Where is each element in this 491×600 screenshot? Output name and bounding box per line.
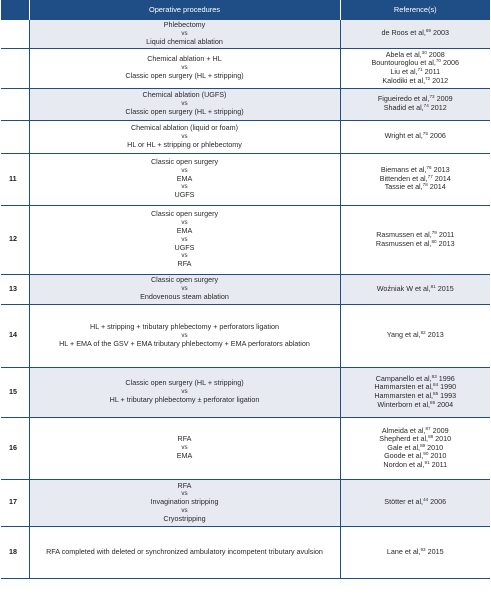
reference-year: 1990 (438, 382, 457, 392)
reference-year: 1996 (436, 373, 455, 383)
table-body (1, 20, 490, 578)
reference-year: 2015 (425, 546, 444, 556)
row-number: 12 (1, 205, 29, 274)
reference-year: 2014 (432, 173, 451, 183)
reference-citation-number: 85 (433, 391, 439, 396)
reference-year: 2013 (425, 330, 444, 340)
row-number (1, 20, 29, 48)
reference-entry (341, 285, 491, 294)
reference-author: Wright et al, (384, 131, 423, 141)
reference-author: Woźniak W et al, (376, 283, 431, 293)
reference-citation-number: 84 (433, 382, 439, 388)
reference-citation-number: 72 (425, 75, 431, 81)
reference-author: Bittenden et al, (379, 173, 428, 183)
procedures-table (1, 0, 490, 579)
reference-citation-number: 90 (423, 451, 429, 457)
versus-label: vs (181, 285, 188, 292)
reference-author: Biemans et al, (380, 165, 427, 175)
versus-label: vs (181, 29, 188, 37)
reference-citation-number: 82 (420, 330, 426, 336)
versus-label: vs (181, 218, 188, 226)
procedure-text: Invagination stripping (150, 497, 219, 507)
reference-citation-number: 73 (429, 94, 435, 100)
table-row (1, 274, 490, 304)
reference-year: 2013 (431, 165, 450, 175)
table-row (1, 367, 490, 417)
procedure-text: Classic open surgery (HL + stripping) (125, 378, 244, 388)
reference-author: Stötter et al, (384, 497, 424, 507)
procedure-text: UGFS (174, 242, 195, 252)
reference-entry (341, 29, 491, 38)
row-number: 14 (1, 304, 29, 367)
reference-year: 2012 (428, 103, 447, 112)
table-header-row (1, 0, 490, 20)
row-number: 13 (1, 274, 29, 304)
procedure-cell (29, 417, 340, 479)
reference-author: Lane et al, (386, 546, 421, 556)
reference-author: Figueiredo et al, (377, 94, 430, 104)
reference-year: 2011 (436, 229, 455, 239)
reference-citation-number: 74 (423, 103, 429, 108)
reference-author: Yang et al, (386, 330, 421, 340)
row-number (1, 48, 29, 88)
table-row (1, 20, 490, 48)
procedure-text: Chemical ablation + HL (147, 54, 222, 64)
procedure-text: HL + stripping + tributary phlebectomy + perforators ligation (90, 321, 279, 331)
reference-author: Shadid et al, (383, 103, 424, 112)
reference-year: 2014 (427, 182, 446, 192)
reference-citation-number: 77 (427, 173, 433, 179)
procedure-text: RFA (177, 480, 192, 490)
procedure-text: HL + EMA of the GSV + EMA tributary phlebectomy + EMA perforators ablation (59, 338, 310, 348)
reference-citation-number: 86 (430, 399, 436, 405)
procedure-text: EMA (176, 225, 193, 235)
reference-citation-number: 69 (425, 28, 431, 34)
procedure-text: Classic open surgery (150, 209, 219, 219)
reference-year: 2010 (425, 442, 444, 452)
table-row (1, 48, 490, 88)
reference-year: 2006 (440, 58, 459, 68)
reference-author: Liu et al, (390, 67, 418, 76)
reference-citation-number: 75 (422, 131, 428, 137)
reference-author: Rasmussen et al, (376, 229, 432, 239)
row-number (1, 120, 29, 153)
reference-author: Abela et al, (385, 49, 422, 59)
reference-year: 2010 (433, 434, 452, 444)
reference-year: 2006 (428, 497, 447, 507)
reference-cell (340, 304, 490, 367)
procedure-text: Endovenous steam ablation (140, 292, 229, 301)
reference-year: 2009 (430, 425, 449, 435)
table-row (1, 153, 490, 205)
versus-label: vs (181, 166, 188, 174)
procedure-cell (29, 20, 340, 48)
procedure-text: UGFS (174, 190, 195, 200)
reference-cell (340, 205, 490, 274)
procedure-text: RFA (177, 259, 192, 269)
procedure-text: HL or HL + stripping or phlebectomy (127, 139, 242, 149)
procedure-text: Chemical ablation (UGFS) (142, 90, 227, 100)
reference-entry (341, 401, 491, 410)
procedure-cell (29, 479, 340, 526)
reference-author: Rasmussen et al, (375, 238, 432, 248)
reference-author: Almeida et al, (381, 425, 426, 435)
row-number: 17 (1, 479, 29, 526)
reference-citation-number: 78 (422, 182, 428, 188)
procedure-cell (29, 205, 340, 274)
reference-author: Shepherd et al, (379, 434, 429, 444)
reference-entry (341, 183, 491, 192)
versus-label: vs (181, 252, 188, 260)
reference-cell (340, 274, 490, 304)
reference-cell (340, 88, 490, 120)
reference-author: Bountouroglou et al, (371, 58, 436, 68)
reference-citation-number: 71 (417, 67, 423, 72)
reference-entry (341, 548, 491, 557)
reference-author: de Roos et al, (381, 28, 426, 38)
row-number: 16 (1, 417, 29, 479)
reference-cell (340, 20, 490, 48)
reference-year: 2011 (429, 459, 448, 469)
versus-label: vs (181, 506, 188, 514)
reference-year: 2013 (436, 238, 455, 248)
reference-citation-number: 79 (431, 229, 437, 235)
procedure-cell (29, 120, 340, 153)
reference-cell (340, 479, 490, 526)
procedure-text: Phlebectomy (163, 20, 206, 30)
reference-citation-number: 30 (421, 49, 427, 55)
reference-citation-number: 93 (420, 546, 426, 552)
versus-label: vs (181, 388, 188, 395)
reference-citation-number: 76 (426, 165, 432, 171)
reference-author: Hammarsten et al, (374, 391, 434, 400)
reference-year: 2011 (422, 67, 441, 76)
table-row (1, 417, 490, 479)
procedure-text: Chemical ablation (liquid or foam) (130, 122, 239, 132)
reference-entry (341, 240, 491, 249)
reference-author: Gale et al, (387, 442, 421, 452)
row-number: 15 (1, 367, 29, 417)
reference-year: 2006 (427, 131, 446, 141)
procedure-text: Liquid chemical ablation (146, 36, 223, 46)
table-row (1, 205, 490, 274)
reference-author: Tassie et al, (384, 182, 423, 192)
reference-author: Kalodiki et al, (382, 75, 426, 85)
procedure-text: Classic open surgery (HL + stripping) (125, 107, 244, 116)
reference-citation-number: 83 (431, 373, 437, 379)
reference-year: 2015 (435, 283, 454, 293)
reference-author: Winterborn et al, (377, 399, 431, 409)
reference-citation-number: 91 (424, 459, 430, 465)
versus-label: vs (181, 100, 188, 107)
versus-label: vs (181, 64, 188, 71)
reference-year: 2004 (435, 399, 454, 409)
versus-label: vs (181, 490, 188, 498)
procedure-text: RFA completed with deleted or synchronized ambulatory incompetent tributary avulsion (46, 546, 323, 556)
table-row (1, 120, 490, 153)
reference-cell (340, 526, 490, 578)
reference-entry (341, 331, 491, 340)
reference-cell (340, 417, 490, 479)
header-num (1, 0, 29, 20)
reference-year: 2009 (434, 94, 453, 104)
procedure-cell (29, 48, 340, 88)
table-row (1, 479, 490, 526)
reference-cell (340, 367, 490, 417)
reference-entry (341, 498, 491, 507)
procedure-text: RFA (177, 434, 192, 444)
procedure-cell (29, 526, 340, 578)
procedure-text: Classic open surgery (HL + stripping) (125, 71, 244, 80)
reference-citation-number: 81 (430, 283, 436, 289)
reference-citation-number: 88 (428, 434, 434, 440)
procedure-cell (29, 304, 340, 367)
header-references: Reference(s) (340, 0, 490, 20)
procedure-cell (29, 88, 340, 120)
procedure-text: EMA (176, 451, 193, 460)
reference-year: 2012 (430, 75, 449, 85)
reference-citation-number: 80 (431, 238, 437, 244)
procedure-cell (29, 153, 340, 205)
procedure-cell (29, 274, 340, 304)
row-number: 11 (1, 153, 29, 205)
row-number: 18 (1, 526, 29, 578)
reference-year: 1993 (438, 391, 457, 400)
table-row (1, 88, 490, 120)
reference-citation-number: 87 (425, 425, 431, 431)
reference-cell (340, 120, 490, 153)
versus-label: vs (181, 132, 188, 140)
versus-label: vs (181, 444, 188, 451)
reference-entry (341, 104, 491, 113)
versus-label: vs (181, 331, 188, 339)
procedure-text: Classic open surgery (150, 157, 219, 167)
versus-label: vs (181, 183, 188, 191)
reference-entry (341, 77, 491, 86)
reference-year: 2003 (430, 28, 449, 38)
reference-year: 2010 (428, 451, 447, 461)
reference-author: Campanello et al, (375, 373, 432, 383)
reference-author: Hammarsten et al, (374, 382, 434, 392)
versus-label: vs (181, 235, 188, 243)
procedure-text: HL + tributary phlebectomy ± perforator ligation (109, 395, 260, 404)
table-row (1, 304, 490, 367)
reference-citation-number: 44 (423, 497, 429, 503)
reference-author: Goode et al, (384, 451, 424, 461)
header-procedures: Operative procedures (29, 0, 340, 20)
table-row (1, 526, 490, 578)
reference-cell (340, 48, 490, 88)
procedure-text: EMA (176, 173, 193, 183)
reference-entry (341, 132, 491, 141)
reference-year: 2008 (426, 49, 445, 59)
procedure-text: Classic open surgery (150, 275, 219, 285)
reference-cell (340, 153, 490, 205)
reference-author: Nordon et al, (383, 459, 425, 469)
procedure-text: Cryostripping (163, 513, 206, 523)
row-number (1, 88, 29, 120)
reference-citation-number: 70 (435, 58, 441, 64)
procedure-cell (29, 367, 340, 417)
reference-citation-number: 89 (420, 442, 426, 448)
reference-entry (341, 461, 491, 470)
